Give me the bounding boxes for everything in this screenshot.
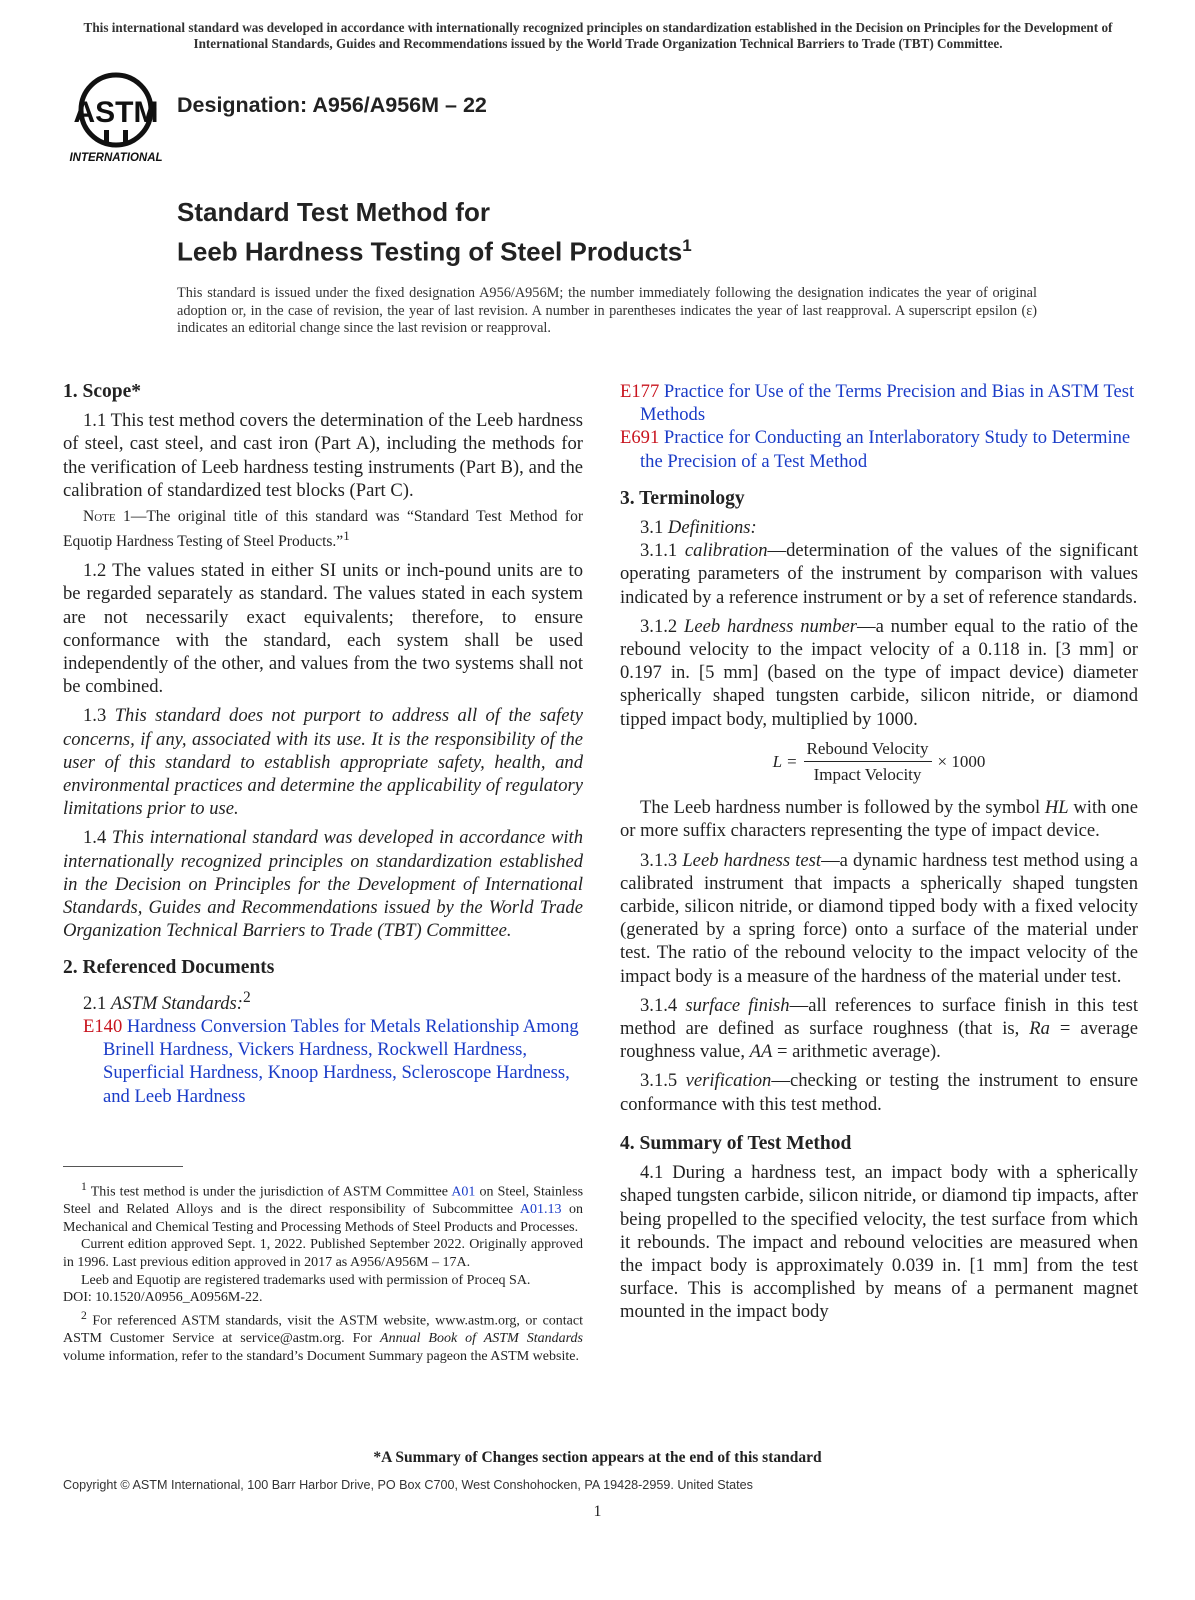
astm-logo bbox=[66, 70, 166, 165]
formula-rhs: × 1000 bbox=[937, 751, 986, 771]
para-3-1-text: Definitions: bbox=[667, 517, 757, 539]
note-1-footnote-ref[interactable]: 1 bbox=[343, 527, 350, 543]
ref-e691-title[interactable]: Practice for Conducting an Interlaboratory Study to Determine the Precision of a Test Method bbox=[640, 427, 1131, 472]
footnote-current-edition: Current edition approved Sept. 1, 2022. Published September 2022. Originally approved in 1996. Last previous edition approved in 2017 as A956/A956M – 17A. bbox=[63, 1237, 583, 1271]
para-1-3 bbox=[63, 704, 583, 820]
footnote-2 bbox=[63, 1307, 583, 1365]
para-1-2: 1.2 The values stated in either SI units or inch-pound units are to be regarded separately as standard. The values stated in each system are not necessarily exact equivalents; therefore, to ensure conformance with the standard, each system shall be used independently of the other, and values from the two systems shall not be combined. bbox=[63, 560, 583, 698]
para-leeb-symbol-text-a: The Leeb hardness number is followed by the symbol bbox=[640, 797, 1041, 819]
copyright: Copyright © ASTM International, 100 Barr Harbor Drive, PO Box C700, West Conshohocken, PA 19428-2959. United States bbox=[63, 1478, 753, 1492]
formula-fraction bbox=[804, 737, 932, 786]
formula-lhs: L = bbox=[772, 751, 798, 771]
logo-text-bottom: INTERNATIONAL bbox=[69, 152, 163, 164]
footnote-1-text-c: on Mechanical and Chemical Testing and Processing Methods of Steel Products and Processes. bbox=[63, 1202, 583, 1235]
para-3-1 bbox=[620, 516, 1138, 539]
committee-a01-link[interactable]: A01 bbox=[451, 1184, 476, 1200]
leeb-formula bbox=[620, 737, 1138, 786]
para-3-1-4-text-c: = arithmetic average). bbox=[777, 1041, 941, 1063]
para-3-1-1 bbox=[620, 539, 1138, 609]
para-3-1-1-num: 3.1.1 bbox=[640, 540, 678, 562]
symbol-hl: HL bbox=[1044, 797, 1069, 819]
para-3-1-4-text-b: = average roughness value, bbox=[620, 1018, 1139, 1063]
para-3-1-4-text-a: —all references to surface finish in this test method are defined as surface roughness (that is, bbox=[620, 994, 1138, 1040]
para-1-4-text: This international standard was developed in accordance with internationally recognized principles on standardization established in the Decision on Principles for the Development of International Standards, Guides and Recommendations issued by the World Trade Organization Technical Barriers to Trade (TBT) Committee. bbox=[63, 827, 583, 942]
footnote-1 bbox=[63, 1178, 583, 1236]
summary-of-changes-note: *A Summary of Changes section appears at the end of this standard bbox=[373, 1449, 822, 1466]
footnote-2-book-title: Annual Book of ASTM Standards bbox=[380, 1331, 583, 1347]
document-title bbox=[177, 196, 692, 269]
astm-logo-icon bbox=[66, 70, 166, 165]
footnote-2-text-b: volume information, refer to the standard’s Document Summary pageon the ASTM website. bbox=[63, 1348, 579, 1364]
para-3-1-5-text: —checking or testing the instrument to ensure conformance with this test method. bbox=[620, 1070, 1139, 1115]
terminology-heading: 3. Terminology bbox=[620, 487, 745, 509]
para-1-3-num: 1.3 bbox=[83, 705, 107, 727]
term-leeb-hardness-test: Leeb hardness test bbox=[682, 849, 822, 871]
ref-e140-code[interactable]: E140 bbox=[83, 1016, 123, 1038]
para-2-1-text: ASTM Standards: bbox=[110, 992, 243, 1014]
footnote-1-text-a: This test method is under the jurisdiction of ASTM Committee bbox=[90, 1184, 448, 1200]
symbol-ra: Ra bbox=[1029, 1018, 1050, 1040]
para-1-1: 1.1 This test method covers the determination of the Leeb hardness of steel, cast steel, and cast iron (Part A), including the methods for the verification of Leeb hardness testing instruments (Part B), and the calibration of standardized test blocks (Part C). bbox=[63, 410, 583, 501]
para-1-4 bbox=[63, 826, 583, 942]
ref-e177-code[interactable]: E177 bbox=[620, 381, 660, 402]
ref-e691 bbox=[620, 426, 1138, 472]
title-footnote-ref[interactable]: 1 bbox=[682, 236, 692, 255]
para-3-1-5 bbox=[620, 1069, 1138, 1115]
para-3-1-2-text: —a number equal to the ratio of the rebound velocity to the impact velocity of a 0.118 in. [3 mm] or 0.197 in. [5 mm] (based on the type of impact device) diameter spherically shaped tungsten carbide, silicon nitride, or diamond tipped impact body, multiplied by 1000. bbox=[620, 615, 1138, 730]
title-line-2: Leeb Hardness Testing of Steel Products bbox=[177, 236, 683, 267]
ref-e177 bbox=[620, 380, 1138, 426]
issue-note: This standard is issued under the fixed designation A956/A956M; the number immediately following the designation indicates the year of original adoption or, in the case of revision, the year of last revision. A number in parentheses indicates the year of last reapproval. A superscript epsilon (ε) indicates an editorial change since the last revision or reapproval. bbox=[177, 285, 1037, 336]
formula-numerator: Rebound Velocity bbox=[804, 737, 932, 762]
footnote-divider bbox=[63, 1166, 183, 1167]
footnote-1-text-b: on Steel, Stainless Steel and Related Alloys and is the direct responsibility of Subcommittee bbox=[63, 1184, 584, 1218]
para-2-1-footnote-ref[interactable]: 2 bbox=[242, 988, 251, 1006]
ref-e691-code[interactable]: E691 bbox=[620, 427, 660, 449]
ref-e140-title[interactable]: Hardness Conversion Tables for Metals Relationship Among Brinell Hardness, Vickers Hardness, Rockwell Hardness, Superficial Hardness, Knoop Hardness, Scleroscope Hardness, and Leeb Hardness bbox=[103, 1016, 579, 1107]
para-1-3-text: This standard does not purport to address all of the safety concerns, if any, associated with its use. It is the responsibility of the user of this standard to establish appropriate safety, health, and environmental practices and determine the applicability of regulatory limitations prior to use. bbox=[63, 705, 583, 820]
para-4-1: 4.1 During a hardness test, an impact body with a spherically shaped tungsten carbide, silicon nitride, or diamond tip impacts, after being propelled to the specified velocity, the test surface from which it rebounds. The impact and rebound velocities are measured when the impact body is approximately 0.039 in. [1 mm] from the test surface. This is accomplished by means of a permanent magnet mounted in the impact body bbox=[620, 1162, 1138, 1323]
para-3-1-1-text: —determination of the values of the significant operating parameters of the instrument by comparison with values indicated by a reference instrument or by a set of reference standards. bbox=[620, 540, 1138, 608]
page-number: 1 bbox=[593, 1503, 602, 1520]
term-surface-finish: surface finish bbox=[685, 994, 790, 1016]
para-3-1-5-num: 3.1.5 bbox=[640, 1070, 678, 1092]
note-1-text: —The original title of this standard was “Standard Test Method for Equotip Hardness Testing of Steel Products.” bbox=[63, 508, 583, 550]
footnote-trademark: Leeb and Equotip are registered trademarks used with permission of Proceq SA. bbox=[81, 1272, 531, 1288]
para-3-1-num: 3.1 bbox=[640, 517, 664, 539]
para-3-1-4-num: 3.1.4 bbox=[640, 994, 678, 1016]
summary-heading: 4. Summary of Test Method bbox=[620, 1132, 852, 1154]
ref-e140 bbox=[83, 1015, 583, 1108]
para-3-1-2 bbox=[620, 615, 1138, 731]
subcommittee-a01-13-link[interactable]: A01.13 bbox=[519, 1202, 562, 1218]
designation: Designation: A956/A956M – 22 bbox=[177, 93, 487, 117]
para-2-1-num: 2.1 bbox=[83, 992, 107, 1014]
para-3-1-4 bbox=[620, 994, 1138, 1064]
left-column bbox=[63, 380, 583, 1108]
para-3-1-3-num: 3.1.3 bbox=[640, 849, 678, 871]
scope-heading: 1. Scope* bbox=[63, 381, 141, 402]
title-line-1: Standard Test Method for bbox=[177, 197, 490, 227]
referenced-documents-heading: 2. Referenced Documents bbox=[63, 957, 275, 979]
footnote-2-marker: 2 bbox=[81, 1308, 87, 1322]
footnote-doi: DOI: 10.1520/A0956_A0956M-22. bbox=[63, 1290, 263, 1306]
para-leeb-symbol-text-b: with one or more suffix characters representing the type of impact device. bbox=[620, 797, 1138, 842]
para-3-1-3-text: —a dynamic hardness test method using a calibrated instrument that impacts a spherically shaped tungsten carbide, silicon nitride, or diamond tipped body with a fixed velocity (generated by a spring force) onto a surface of the material under test. The ratio of the rebound velocity to the impact velocity of the impact body is a measure of the hardness of the material under test. bbox=[620, 849, 1138, 987]
para-leeb-symbol bbox=[620, 796, 1138, 842]
para-3-1-3 bbox=[620, 849, 1138, 988]
symbol-aa: AA bbox=[749, 1041, 773, 1063]
term-leeb-hardness-number: Leeb hardness number bbox=[684, 615, 858, 637]
header-notice: This international standard was developed in accordance with internationally recognized principles on standardization established in the Decision on Principles for the Development of International Standards, Guides and Recommendations issued by the World Trade Organization Technical Barriers to Trade (TBT) Committee. bbox=[83, 20, 1113, 51]
footnote-2-text-a: For referenced ASTM standards, visit the ASTM website, www.astm.org, or contact ASTM Customer Service at service@astm.org. For bbox=[63, 1313, 583, 1347]
ref-e177-title[interactable]: Practice for Use of the Terms Precision and Bias in ASTM Test Methods bbox=[640, 381, 1135, 426]
footnote-1-marker: 1 bbox=[81, 1180, 87, 1193]
logo-text-top: ASTM bbox=[73, 96, 159, 129]
term-calibration: calibration bbox=[684, 540, 768, 562]
note-1-label: Note 1 bbox=[83, 508, 131, 526]
right-column bbox=[620, 380, 1138, 1330]
note-1 bbox=[63, 508, 583, 551]
footnotes bbox=[63, 1178, 583, 1365]
para-1-4-num: 1.4 bbox=[83, 827, 107, 849]
formula-denominator: Impact Velocity bbox=[813, 765, 922, 785]
term-verification: verification bbox=[685, 1070, 772, 1092]
para-3-1-2-num: 3.1.2 bbox=[640, 615, 678, 637]
para-2-1 bbox=[63, 986, 583, 1015]
